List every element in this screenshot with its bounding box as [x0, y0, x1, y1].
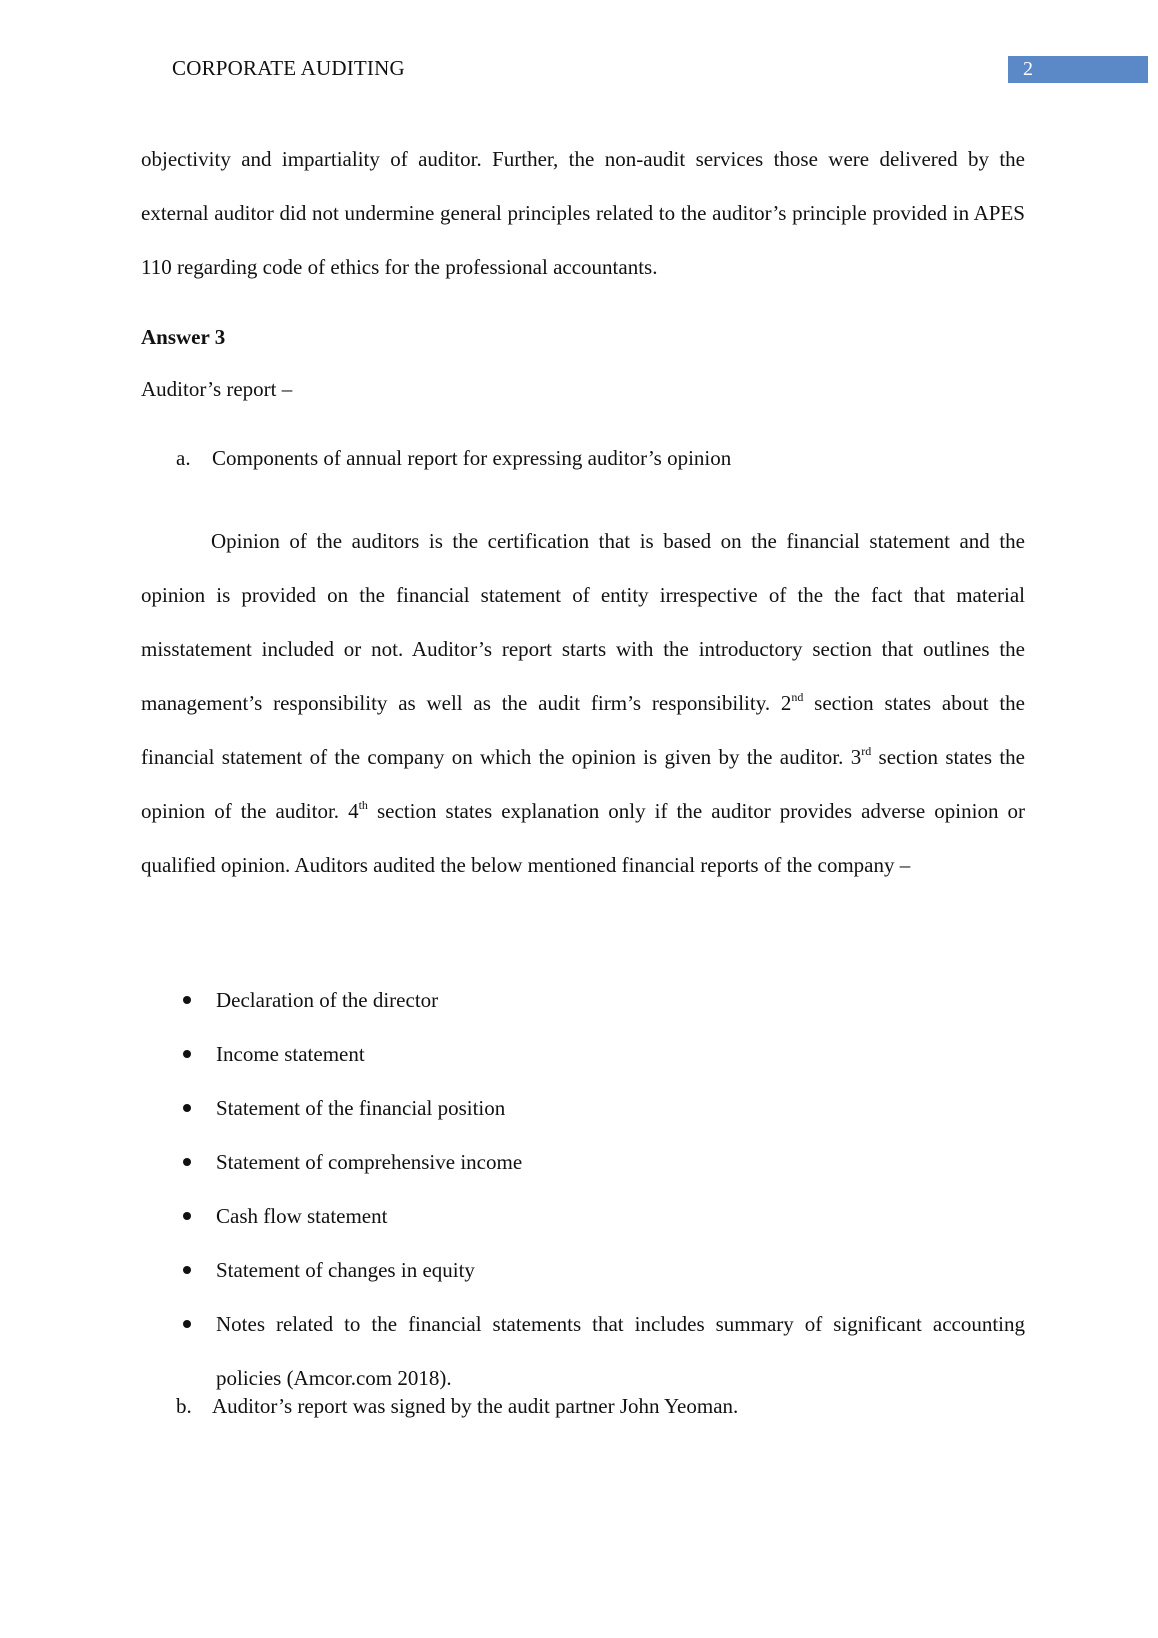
opinion-text-3: section states the opinion of the auditor. 4 — [141, 745, 1026, 823]
bullet-icon — [183, 1050, 191, 1058]
opinion-text-4: section states explanation only if the auditor provides adverse opinion or qualified opinion. Auditors audited the below mentioned financial reports of the company – — [141, 799, 1025, 877]
list-marker-a: a. — [176, 446, 191, 470]
list-item-text: Notes related to the financial statements that includes summary of significant accounting policies (Amcor.com 2018). — [216, 1312, 1025, 1390]
list-item — [141, 1135, 1025, 1189]
bullet-icon — [183, 1320, 191, 1328]
bullet-icon — [183, 1212, 191, 1220]
list-item-a — [176, 441, 731, 475]
list-item-b-text: Auditor’s report was signed by the audit partner John Yeoman. — [212, 1394, 739, 1418]
intro-section — [141, 132, 1025, 294]
running-header-title: CORPORATE AUDITING — [172, 56, 405, 80]
list-item-b — [176, 1389, 738, 1423]
list-marker-b: b. — [176, 1394, 192, 1418]
list-item — [141, 973, 1025, 1027]
list-item — [141, 1189, 1025, 1243]
list-item-text: Statement of changes in equity — [216, 1258, 475, 1282]
list-item-text: Statement of comprehensive income — [216, 1150, 523, 1174]
list-item-text: Cash flow statement — [216, 1204, 388, 1228]
intro-paragraph: objectivity and impartiality of auditor. Further, the non-audit services those were delivered by the external auditor did not undermine general principles related to the auditor’s principle provided in APES 110 regarding code of ethics for the professional accountants. — [141, 147, 1025, 279]
ordinal-suffix-rd: rd — [861, 744, 872, 758]
opinion-text-2: section states about the financial statement of the company on which the opinion is given by the auditor. 3 — [141, 691, 1025, 769]
opinion-text-1: Opinion of the auditors is the certification that is based on the financial statement and the opinion is provided on the financial statement of entity irrespective of the the fact that material misstatement included or not. Auditor’s report starts with the introductory section that outlines the management’s responsibility as well as the audit firm’s responsibility. 2 — [141, 529, 1025, 715]
opinion-paragraph — [141, 514, 1025, 892]
list-item-text: Declaration of the director — [216, 988, 439, 1012]
list-item — [141, 1027, 1025, 1081]
answer-heading: Answer 3 — [141, 325, 226, 349]
ordinal-suffix-th: th — [358, 798, 368, 812]
auditors-report-subtitle: Auditor’s report – — [141, 377, 293, 401]
bullet-icon — [183, 1266, 191, 1274]
list-item — [141, 1243, 1025, 1297]
bullet-icon — [183, 996, 191, 1004]
ordinal-suffix-nd: nd — [791, 690, 804, 704]
list-item-a-text: Components of annual report for expressing auditor’s opinion — [212, 446, 732, 470]
opinion-section — [141, 514, 1025, 892]
financial-reports-list — [141, 973, 1025, 1405]
bullet-icon — [183, 1104, 191, 1112]
bullet-icon — [183, 1158, 191, 1166]
list-item-text: Income statement — [216, 1042, 365, 1066]
list-item-text: Statement of the financial position — [216, 1096, 506, 1120]
list-item — [141, 1081, 1025, 1135]
page-number-badge: 2 — [1008, 56, 1148, 83]
